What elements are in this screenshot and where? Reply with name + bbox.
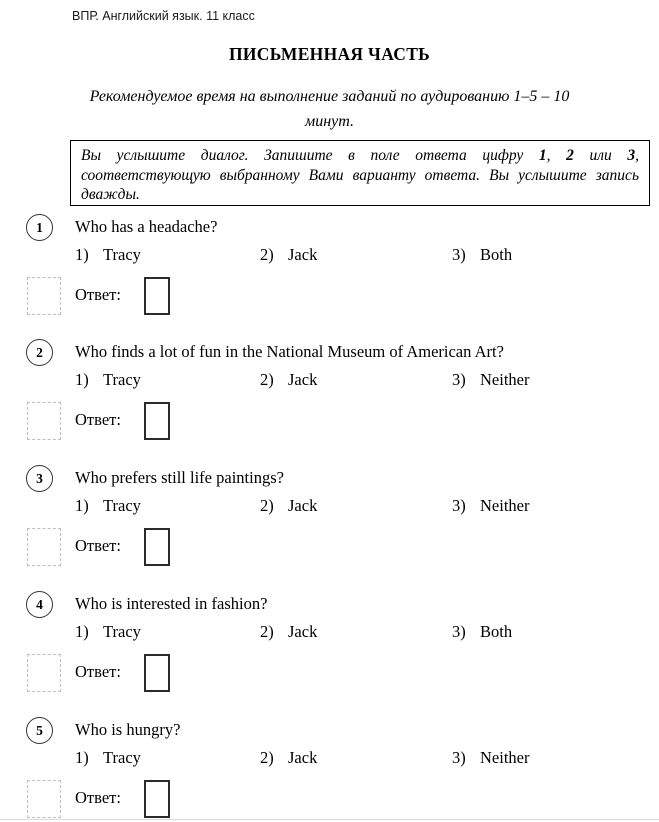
question-number: 4 (36, 596, 43, 612)
question-text: Who prefers still life paintings? (75, 468, 284, 487)
options-row (0, 245, 659, 267)
option-number: 3) (452, 622, 466, 641)
option-label: Tracy (103, 370, 141, 389)
option-label: Neither (480, 496, 530, 515)
option-label: Jack (288, 370, 318, 389)
question-number-badge (26, 591, 53, 618)
margin-score-box (27, 528, 61, 566)
option-label: Tracy (103, 496, 141, 515)
recommended-time-line-1: Рекомендуемое время на выполнение заданий по аудированию 1–5 – 10 (89, 88, 570, 105)
recommended-time-line-2: минут. (305, 113, 354, 130)
question-block-5 (0, 717, 659, 821)
option-number: 2) (260, 496, 274, 515)
option-1 (75, 496, 141, 516)
option-3 (452, 748, 529, 768)
option-number: 1) (75, 245, 89, 264)
answer-row (0, 277, 659, 317)
question-text: Who is hungry? (75, 720, 181, 739)
answer-input-box[interactable] (144, 780, 170, 818)
question-number: 2 (36, 344, 43, 360)
task-instruction-box (70, 140, 650, 206)
answer-label: Ответ: (75, 410, 121, 429)
instruction-text-segment: или (573, 147, 628, 164)
options-row (0, 622, 659, 644)
option-number: 2) (260, 370, 274, 389)
answer-row (0, 402, 659, 442)
page-title: ПИСЬМЕННАЯ ЧАСТЬ (228, 44, 431, 64)
option-2 (260, 370, 317, 390)
answer-label: Ответ: (75, 662, 121, 681)
question-number: 3 (36, 470, 43, 486)
question-text: Who is interested in fashion? (75, 594, 268, 613)
option-3 (452, 622, 512, 642)
option-2 (260, 622, 317, 642)
question-text: Who finds a lot of fun in the National Museum of American Art? (75, 342, 504, 361)
option-label: Neither (480, 748, 530, 767)
option-label: Tracy (103, 748, 141, 767)
option-2 (260, 496, 317, 516)
answer-input-box[interactable] (144, 528, 170, 566)
question-number-badge (26, 214, 53, 241)
option-number: 1) (75, 370, 89, 389)
option-label: Tracy (103, 622, 141, 641)
option-number: 2) (260, 245, 274, 264)
options-row (0, 370, 659, 392)
option-label: Jack (288, 496, 318, 515)
option-label: Neither (480, 370, 530, 389)
options-row (0, 496, 659, 518)
option-3 (452, 496, 529, 516)
instruction-text-segment: , соответствующую выбранному Вами варианту ответа. Вы услышите запись дважды. (81, 147, 639, 203)
option-1 (75, 748, 141, 768)
answer-row (0, 654, 659, 694)
margin-score-box (27, 402, 61, 440)
instruction-bold-segment: 2 (566, 147, 574, 164)
option-number: 3) (452, 748, 466, 767)
option-1 (75, 245, 141, 265)
option-1 (75, 622, 141, 642)
option-number: 1) (75, 622, 89, 641)
answer-row (0, 780, 659, 820)
option-label: Jack (288, 748, 318, 767)
option-2 (260, 748, 317, 768)
option-label: Both (480, 245, 513, 264)
answer-input-box[interactable] (144, 277, 170, 315)
option-label: Tracy (103, 245, 141, 264)
answer-label: Ответ: (75, 536, 121, 555)
question-block-1 (0, 214, 659, 318)
answer-row (0, 528, 659, 568)
option-3 (452, 370, 529, 390)
page-bottom-divider (0, 819, 659, 820)
instruction-text-segment: , (546, 147, 567, 164)
question-number-badge (26, 465, 53, 492)
option-number: 2) (260, 748, 274, 767)
options-row (0, 748, 659, 770)
option-label: Jack (288, 245, 318, 264)
answer-label: Ответ: (75, 788, 121, 807)
instruction-bold-segment: 3 (627, 147, 636, 164)
instruction-bold-segment: 1 (538, 147, 547, 164)
document-header-label: ВПР. Английский язык. 11 класс (72, 9, 255, 23)
question-block-4 (0, 591, 659, 695)
option-number: 3) (452, 496, 466, 515)
answer-label: Ответ: (75, 285, 121, 304)
option-number: 3) (452, 245, 466, 264)
option-number: 3) (452, 370, 466, 389)
option-3 (452, 245, 512, 265)
option-number: 1) (75, 496, 89, 515)
answer-input-box[interactable] (144, 654, 170, 692)
recommended-time-note (40, 84, 619, 134)
question-number-badge (26, 717, 53, 744)
option-label: Both (480, 622, 513, 641)
option-label: Jack (288, 622, 318, 641)
option-number: 1) (75, 748, 89, 767)
option-number: 2) (260, 622, 274, 641)
question-text: Who has a headache? (75, 217, 218, 236)
question-number-badge (26, 339, 53, 366)
question-block-2 (0, 339, 659, 443)
question-number: 5 (36, 722, 43, 738)
instruction-text-segment: Вы услышите диалог. Запишите в поле ответа цифру (81, 147, 539, 164)
question-block-3 (0, 465, 659, 569)
question-number: 1 (36, 219, 43, 235)
margin-score-box (27, 277, 61, 315)
option-1 (75, 370, 141, 390)
margin-score-box (27, 780, 61, 818)
answer-input-box[interactable] (144, 402, 170, 440)
option-2 (260, 245, 317, 265)
margin-score-box (27, 654, 61, 692)
